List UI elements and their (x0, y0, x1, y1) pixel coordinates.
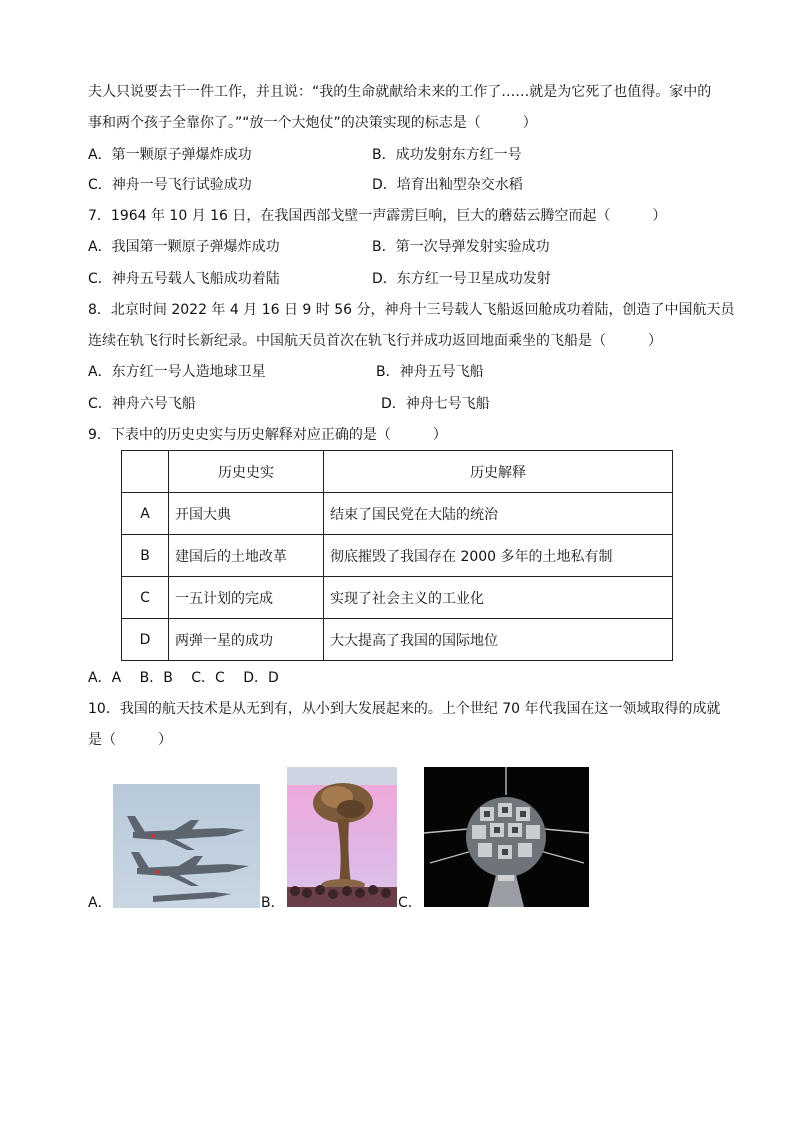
q9-options: A．A B．B C．C D．D (88, 670, 279, 686)
table-header-cell: 历史史实 (169, 451, 324, 493)
q8-option-b: B．神舟五号飞船 (376, 364, 484, 380)
q7-stem: 7．1964 年 10 月 16 日，在我国西部戈壁一声霹雳巨响，巨大的蘑菇云腾空而起（ ） (88, 208, 667, 224)
table-row (122, 619, 673, 661)
table-cell: A (122, 493, 169, 535)
table-cell: B (122, 535, 169, 577)
q7-option-a: A．我国第一颗原子弹爆炸成功 (88, 239, 280, 255)
q6-option-d: D．培育出籼型杂交水稻 (372, 177, 523, 193)
fighter-jets-photo (113, 784, 260, 908)
table-cell: 两弹一星的成功 (169, 619, 324, 661)
mushroom-cloud-photo (287, 767, 397, 907)
q10-label-c: C． (398, 895, 422, 911)
table-header-cell (122, 451, 169, 493)
q8-stem-line1: 8．北京时间 2022 年 4 月 16 日 9 时 56 分，神舟十三号载人飞船返回舱成功着陆，创造了中国航天员 (88, 302, 735, 318)
history-table (121, 450, 673, 661)
q7-option-b: B．第一次导弹发射实验成功 (372, 239, 550, 255)
table-header-cell: 历史解释 (324, 451, 673, 493)
table-cell: 大大提高了我国的国际地位 (324, 619, 673, 661)
q6-stem-line1: 夫人只说要去干一件工作，并且说：“我的生命就献给未来的工作了……就是为它死了也值得。家中的 (88, 84, 712, 100)
q6-option-b: B．成功发射东方红一号 (372, 147, 522, 163)
table-row (122, 493, 673, 535)
q6-option-a: A．第一颗原子弹爆炸成功 (88, 147, 252, 163)
q8-option-c: C．神舟六号飞船 (88, 396, 196, 412)
table-row (122, 577, 673, 619)
q7-option-c: C．神舟五号载人飞船成功着陆 (88, 271, 280, 287)
q10-stem-line1: 10．我国的航天技术是从无到有，从小到大发展起来的。上个世纪 70 年代我国在这一领域取得的成就 (88, 701, 721, 717)
table-cell: 结束了国民党在大陆的统治 (324, 493, 673, 535)
table-cell: 实现了社会主义的工业化 (324, 577, 673, 619)
table-cell: C (122, 577, 169, 619)
dongfanghong-satellite-photo (424, 767, 589, 907)
q7-option-d: D．东方红一号卫星成功发射 (372, 271, 551, 287)
q8-option-a: A．东方红一号人造地球卫星 (88, 364, 266, 380)
table-cell: 彻底摧毁了我国存在 2000 多年的土地私有制 (324, 535, 673, 577)
table-row (122, 535, 673, 577)
table-cell: D (122, 619, 169, 661)
table-cell: 开国大典 (169, 493, 324, 535)
q10-label-b: B． (261, 895, 285, 911)
q10-label-a: A． (88, 895, 112, 911)
table-cell: 一五计划的完成 (169, 577, 324, 619)
q6-stem-line2: 事和两个孩子全靠你了。”“放一个大炮仗”的决策实现的标志是（ ） (88, 115, 537, 131)
q10-stem-line2: 是（ ） (88, 732, 172, 748)
q8-option-d: D．神舟七号飞船 (381, 396, 490, 412)
q8-stem-line2: 连续在轨飞行时长新纪录。中国航天员首次在轨飞行并成功返回地面乘坐的飞船是（ ） (88, 333, 662, 349)
q6-option-c: C．神舟一号飞行试验成功 (88, 177, 252, 193)
table-cell: 建国后的土地改革 (169, 535, 324, 577)
q9-stem: 9．下表中的历史史实与历史解释对应正确的是（ ） (88, 427, 447, 443)
table-header-row (122, 451, 673, 493)
